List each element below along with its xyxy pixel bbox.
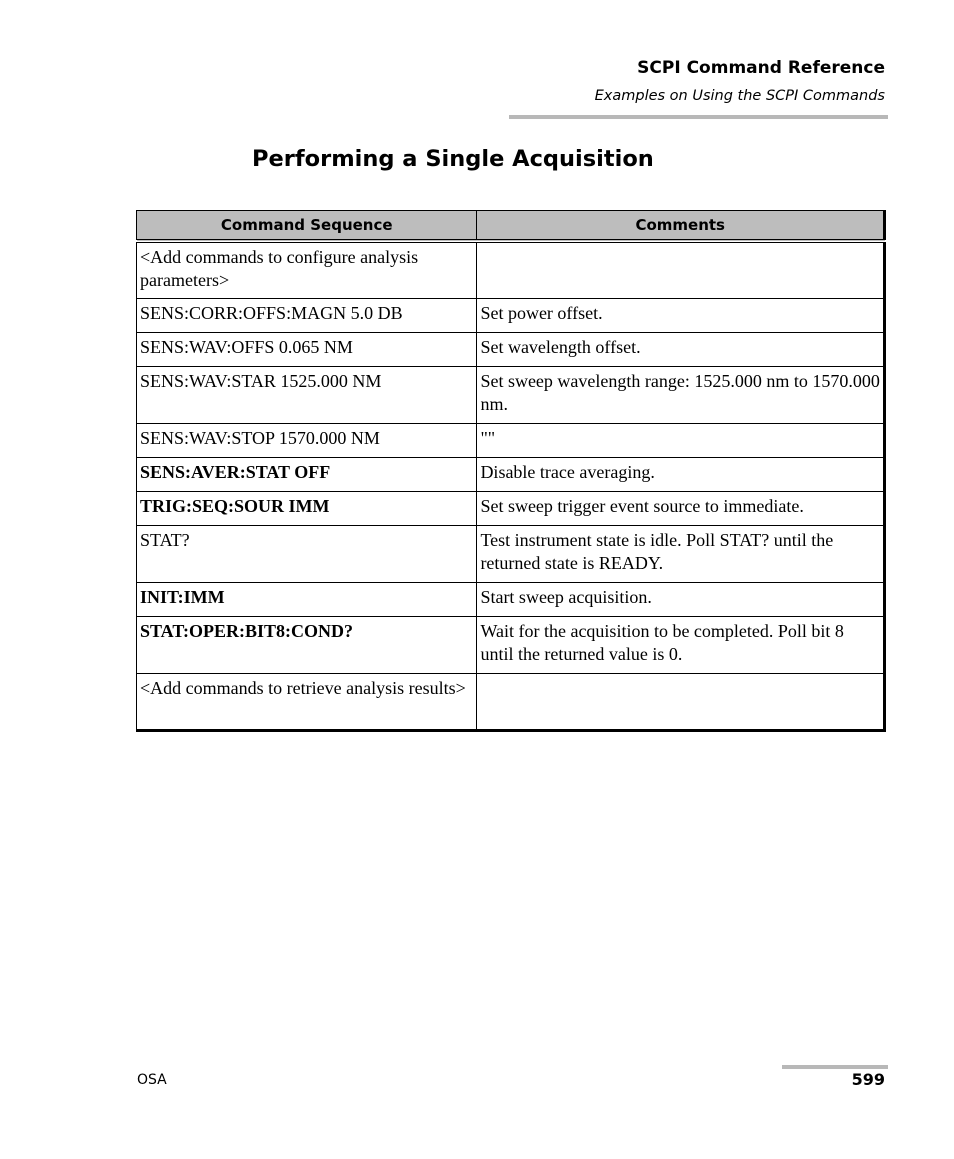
command-cell: <Add commands to retrieve analysis results> [137,673,477,730]
command-cell: SENS:AVER:STAT OFF [137,457,477,491]
command-cell: SENS:CORR:OFFS:MAGN 5.0 DB [137,298,477,332]
comment-cell: Test instrument state is idle. Poll STAT? until the returned state is READY. [477,525,885,582]
comment-cell: Disable trace averaging. [477,457,885,491]
section-title: Performing a Single Acquisition [252,146,654,172]
table-row [137,332,885,366]
column-header-comments: Comments [477,211,885,242]
comment-cell [477,673,885,730]
comment-cell: Start sweep acquisition. [477,582,885,616]
command-cell: SENS:WAV:STOP 1570.000 NM [137,423,477,457]
comment-cell: "" [477,423,885,457]
command-cell: STAT? [137,525,477,582]
table-row [137,582,885,616]
table-row [137,457,885,491]
table-header-row [137,211,885,242]
page-number: 599 [851,1070,885,1089]
running-header-subtitle: Examples on Using the SCPI Commands [594,88,885,104]
table-row [137,491,885,525]
footer-divider [782,1065,888,1069]
table-row [137,525,885,582]
table-row [137,298,885,332]
command-cell: INIT:IMM [137,582,477,616]
command-cell: TRIG:SEQ:SOUR IMM [137,491,477,525]
comment-cell: Set sweep wavelength range: 1525.000 nm to 1570.000 nm. [477,366,885,423]
table-row [137,241,885,298]
column-header-command-sequence: Command Sequence [137,211,477,242]
command-cell: SENS:WAV:OFFS 0.065 NM [137,332,477,366]
running-header-title: SCPI Command Reference [637,58,885,78]
command-table [136,210,886,732]
table-row [137,423,885,457]
command-cell: STAT:OPER:BIT8:COND? [137,616,477,673]
comment-cell: Wait for the acquisition to be completed. Poll bit 8 until the returned value is 0. [477,616,885,673]
comment-cell: Set sweep trigger event source to immediate. [477,491,885,525]
header-divider [509,115,888,119]
footer-product-name: OSA [137,1072,167,1088]
table-row [137,673,885,730]
table-row [137,366,885,423]
command-cell: <Add commands to configure analysis parameters> [137,241,477,298]
comment-cell: Set wavelength offset. [477,332,885,366]
comment-cell: Set power offset. [477,298,885,332]
table-row [137,616,885,673]
command-cell: SENS:WAV:STAR 1525.000 NM [137,366,477,423]
comment-cell [477,241,885,298]
